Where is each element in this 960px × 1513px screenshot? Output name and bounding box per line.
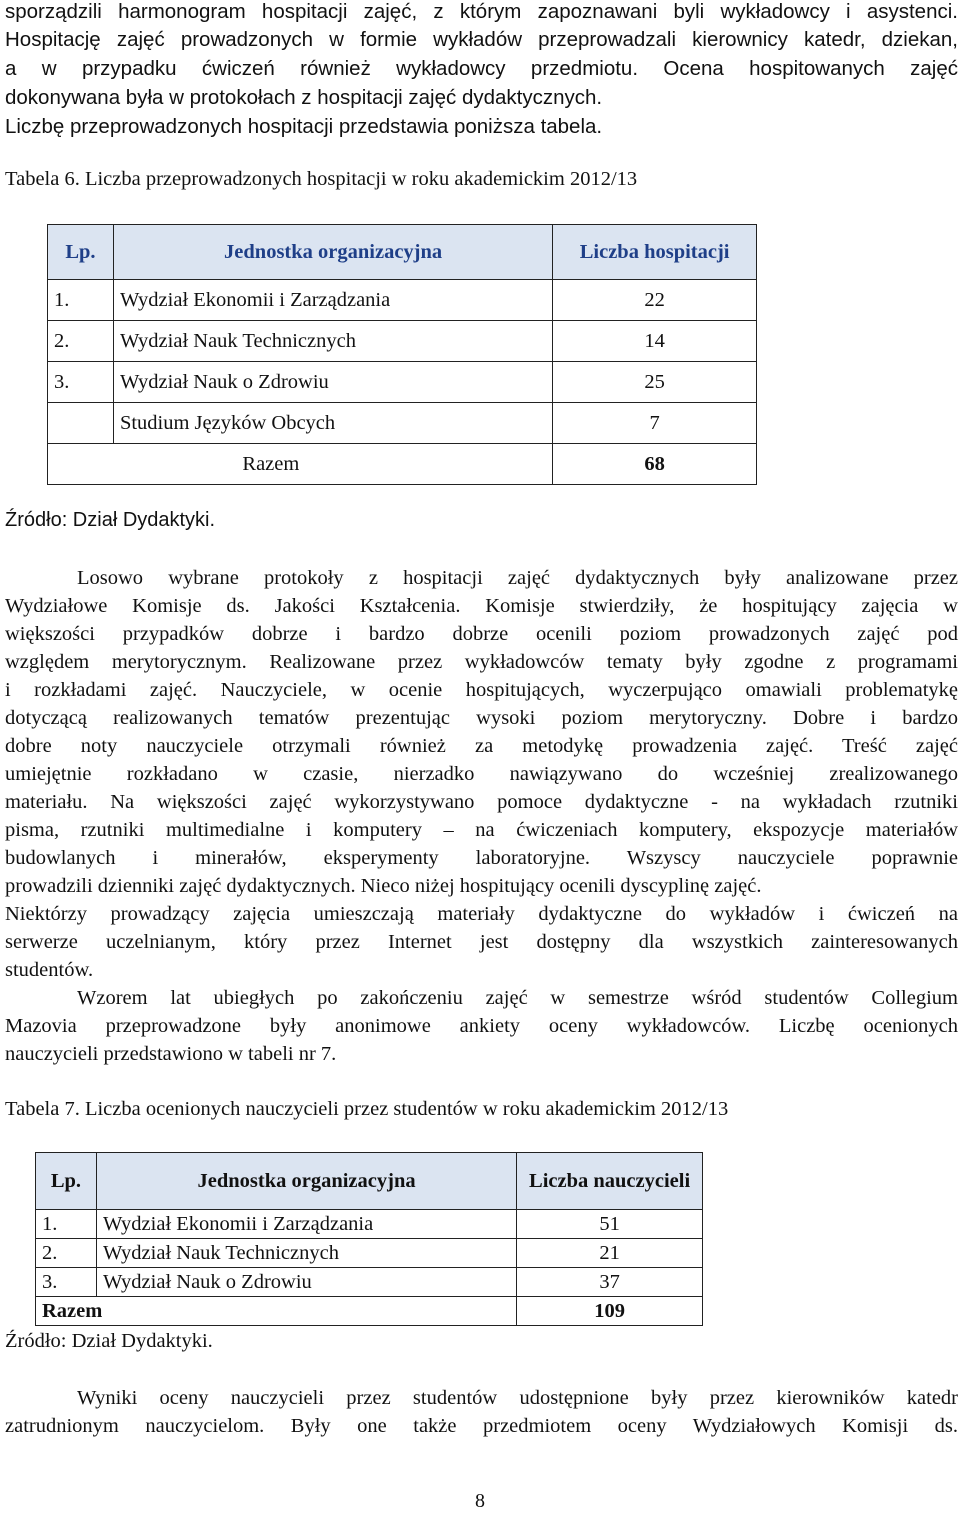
para1-line: studentów. bbox=[5, 959, 94, 981]
table7-source: Źródło: Dział Dydaktyki. bbox=[5, 1330, 213, 1352]
para1-line: Wydziałowe Komisje ds. Jakości Kształcenia. Komisje stwierdziły, że hospitujący zajęcia w bbox=[5, 595, 958, 617]
para2-line: Mazovia przeprowadzone były anonimowe ankiety oceny wykładowców. Liczbę ocenionych bbox=[5, 1015, 958, 1037]
table6-cell-unit: Wydział Nauk Technicznych bbox=[113, 321, 552, 362]
table6-cell-count: 22 bbox=[553, 280, 757, 321]
table6-cell-lp: 1. bbox=[48, 280, 114, 321]
para3-line: Wyniki oceny nauczycieli przez studentów udostępnione były przez kierowników katedr bbox=[77, 1387, 958, 1409]
table6-total-value: 68 bbox=[553, 444, 757, 485]
table6-header-unit: Jednostka organizacyjna bbox=[113, 225, 552, 280]
table6-total-label: Razem bbox=[113, 444, 552, 485]
intro-line: Hospitację zajęć prowadzonych w formie wykładów przeprowadzali kierownicy katedr, dziekan, bbox=[5, 28, 958, 51]
table6-cell-lp bbox=[48, 403, 114, 444]
intro-line: dokonywana była w protokołach z hospitacji zajęć dydaktycznych. bbox=[5, 86, 603, 109]
para1-line: dobre noty nauczyciele otrzymali również za metodykę prowadzenia zajęć. Treść zajęć bbox=[5, 735, 958, 757]
table-row bbox=[36, 1239, 703, 1268]
intro-line: sporządzili harmonogram hospitacji zajęć, z którym zapoznawani byli wykładowcy i asystenci. bbox=[5, 0, 958, 23]
table-row bbox=[48, 362, 757, 403]
table7-total-row bbox=[36, 1297, 703, 1326]
para2-line: nauczycieli przedstawiono w tabeli nr 7. bbox=[5, 1043, 337, 1065]
intro-line: a w przypadku ćwiczeń również wykładowcy przedmiotu. Ocena hospitowanych zajęć bbox=[5, 57, 958, 80]
para1-line: prowadzili dzienniki zajęć dydaktycznych. Nieco niżej hospitujący ocenili dyscyplinę zajęć. bbox=[5, 875, 762, 897]
para1-line: pisma, rzutniki multimedialne i komputery – na ćwiczeniach komputery, ekspozycje materiałów bbox=[5, 819, 958, 841]
table-row bbox=[36, 1210, 703, 1239]
para1-line: umiejętnie rozkładano w czasie, nierzadko nawiązywano do wcześniej zrealizowanego bbox=[5, 763, 958, 785]
para2-line: Wzorem lat ubiegłych po zakończeniu zajęć w semestrze wśród studentów Collegium bbox=[77, 987, 958, 1009]
para1-line: Losowo wybrane protokoły z hospitacji zajęć dydaktycznych były analizowane przez bbox=[77, 567, 958, 589]
table7-total-value: 109 bbox=[517, 1297, 703, 1326]
table7-header-lp: Lp. bbox=[36, 1153, 97, 1210]
para1-line: i rozkładami zajęć. Nauczyciele, w ocenie hospitujących, wyczerpująco omawiali problematykę bbox=[5, 679, 958, 701]
table6-header-lp: Lp. bbox=[48, 225, 114, 280]
table6-cell-unit: Wydział Ekonomii i Zarządzania bbox=[113, 280, 552, 321]
para1-line: względem merytorycznym. Realizowane przez wykładowców tematy były zgodne z programami bbox=[5, 651, 958, 673]
table6-cell-count: 7 bbox=[553, 403, 757, 444]
table6-total-spacer bbox=[48, 444, 114, 485]
table7-cell-unit: Wydział Nauk o Zdrowiu bbox=[96, 1268, 516, 1297]
table7-header-unit: Jednostka organizacyjna bbox=[96, 1153, 516, 1210]
table7-cell-lp: 3. bbox=[36, 1268, 97, 1297]
para1-line: Niektórzy prowadzący zajęcia umieszczają materiały dydaktyczne do wykładów i ćwiczeń na bbox=[5, 903, 958, 925]
table6-header-count: Liczba hospitacji bbox=[553, 225, 757, 280]
table7-total-label: Razem bbox=[36, 1297, 517, 1326]
para3-line: zatrudnionym nauczycielom. Były one także przedmiotem oceny Wydziałowych Komisji ds. bbox=[5, 1415, 958, 1437]
table-row bbox=[48, 403, 757, 444]
table6-cell-lp: 3. bbox=[48, 362, 114, 403]
page-number: 8 bbox=[475, 1490, 485, 1512]
table-row bbox=[36, 1268, 703, 1297]
para1-line: budowlanych i minerałów, eksperymenty laboratoryjne. Wszyscy nauczyciele poprawnie bbox=[5, 847, 958, 869]
para1-line: materiału. Na większości zajęć wykorzystywano pomoce dydaktyczne - na wykładach rzutniki bbox=[5, 791, 958, 813]
table7-cell-lp: 2. bbox=[36, 1239, 97, 1268]
table6 bbox=[47, 224, 757, 485]
table6-total-row bbox=[48, 444, 757, 485]
para1-line: dotyczącą realizowanych tematów prezentując wysoki poziom merytoryczny. Dobre i bardzo bbox=[5, 707, 958, 729]
table-row bbox=[48, 321, 757, 362]
table6-cell-count: 25 bbox=[553, 362, 757, 403]
table6-cell-unit: Wydział Nauk o Zdrowiu bbox=[113, 362, 552, 403]
table7-cell-count: 51 bbox=[517, 1210, 703, 1239]
para1-line: większości przypadków dobrze i bardzo dobrze ocenili poziom prowadzonych zajęć pod bbox=[5, 623, 958, 645]
table6-cell-unit: Studium Języków Obcych bbox=[113, 403, 552, 444]
table7-cell-unit: Wydział Ekonomii i Zarządzania bbox=[96, 1210, 516, 1239]
table7-cell-unit: Wydział Nauk Technicznych bbox=[96, 1239, 516, 1268]
intro-line: Liczbę przeprowadzonych hospitacji przedstawia poniższa tabela. bbox=[5, 115, 603, 138]
table7-caption: Tabela 7. Liczba ocenionych nauczycieli przez studentów w roku akademickim 2012/13 bbox=[5, 1098, 729, 1120]
table6-caption: Tabela 6. Liczba przeprowadzonych hospitacji w roku akademickim 2012/13 bbox=[5, 168, 638, 190]
table7-header-count: Liczba nauczycieli bbox=[517, 1153, 703, 1210]
table7-cell-count: 21 bbox=[517, 1239, 703, 1268]
table7-cell-lp: 1. bbox=[36, 1210, 97, 1239]
para1-line: serwerze uczelnianym, który przez Internet jest dostępny dla wszystkich zainteresowanych bbox=[5, 931, 958, 953]
table7 bbox=[35, 1152, 703, 1326]
table6-source: Źródło: Dział Dydaktyki. bbox=[5, 509, 216, 531]
table6-cell-count: 14 bbox=[553, 321, 757, 362]
table7-cell-count: 37 bbox=[517, 1268, 703, 1297]
table6-cell-lp: 2. bbox=[48, 321, 114, 362]
table-row bbox=[48, 280, 757, 321]
